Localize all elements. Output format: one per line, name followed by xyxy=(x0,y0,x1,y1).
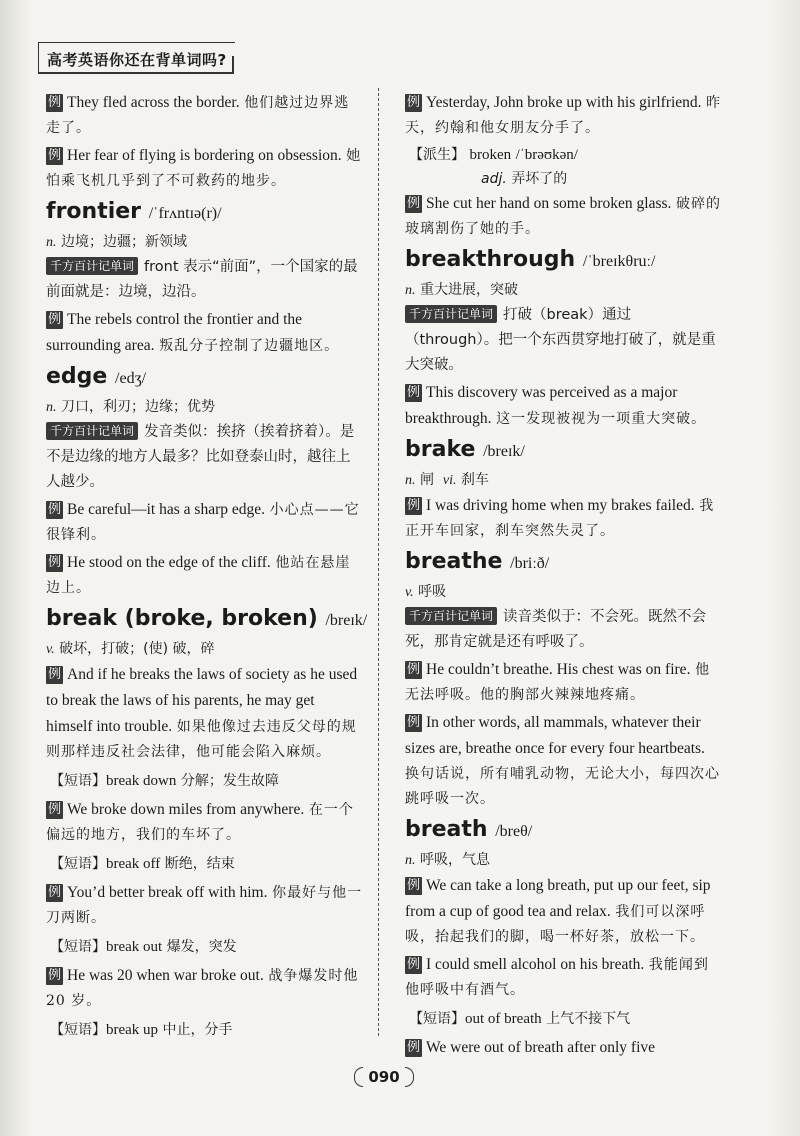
definition: v. 破坏，打破；(使) 破，碎 xyxy=(46,641,215,657)
memory-badge: 千方百计记单词 xyxy=(405,607,497,625)
example: 例 The rebels control the frontier and the surrounding area. 叛乱分子控制了边疆地区。 xyxy=(46,311,340,354)
headword-break: break (broke, broken) /breɪk/ xyxy=(46,606,368,631)
phrase: 【短语】break down 分解；发生故障 xyxy=(50,773,279,789)
page-number: 090 xyxy=(352,1064,416,1090)
left-column xyxy=(46,90,368,1046)
page-header xyxy=(38,42,235,73)
column-divider xyxy=(378,88,379,1036)
memory-tip: 千方百计记单词 front 表示“前面”，一个国家的最前面就是：边境，边沿。 xyxy=(46,259,358,300)
example-badge: 例 xyxy=(407,878,421,893)
phonetic: /breθ/ xyxy=(495,823,533,840)
definition: v. 呼吸 xyxy=(405,584,447,600)
phrase: 【短语】out of breath 上气不接下气 xyxy=(409,1011,631,1027)
header-title: 高考英语你还在背单词吗? xyxy=(47,51,227,69)
phrase: 【短语】break up 中止，分手 xyxy=(50,1022,233,1038)
memory-badge: 千方百计记单词 xyxy=(405,305,497,323)
example: 例 And if he breaks the laws of society as he used to break the laws of his parents, he may get himself into trouble. 如果他像过去违反父母的规则那样违反社会法律，他可能会陷入麻烦。 xyxy=(46,666,358,760)
phonetic: /breɪk/ xyxy=(325,612,368,629)
example-badge: 例 xyxy=(407,662,421,677)
phonetic: /ˈfrʌntɪə(r)/ xyxy=(148,205,222,222)
headword-breath: breath /breθ/ xyxy=(405,817,533,842)
phrase: 【短语】break off 断绝，结束 xyxy=(50,856,235,872)
header-tick xyxy=(232,56,234,73)
example-badge: 例 xyxy=(48,502,62,517)
example-badge: 例 xyxy=(407,957,421,972)
example-badge: 例 xyxy=(407,385,421,400)
example: 例 In other words, all mammals, whatever their sizes are, breathe once for every four heartbeats. 换句话说，所有哺乳动物，无论大小，每四次心跳呼吸一次。 xyxy=(405,714,720,807)
phonetic: /briːð/ xyxy=(510,555,550,572)
phonetic: /breɪk/ xyxy=(483,443,525,460)
example: 例 Yesterday, John broke up with his girlfriend. 昨天，约翰和他女朋友分手了。 xyxy=(405,94,722,136)
example-badge: 例 xyxy=(407,498,421,513)
example: 例 We can take a long breath, put up our feet, sip from a cup of good tea and relax. 我们可以深呼吸，抬起我们的脚，喝一杯好茶，放松一下。 xyxy=(405,877,711,945)
memory-badge: 千方百计记单词 xyxy=(46,257,138,275)
definition: n. 重大进展，突破 xyxy=(405,282,518,298)
header-underline xyxy=(38,72,234,74)
memory-tip: 千方百计记单词 读音类似于：不会死。既然不会死，那肯定就是还有呼吸了。 xyxy=(405,609,707,650)
derivative: 【派生】 broken /ˈbrəʊkən/ adj. 弄坏了的 xyxy=(409,147,578,187)
example-badge: 例 xyxy=(407,715,421,730)
example: 例 He was 20 when war broke out. 战争爆发时他 20 岁。 xyxy=(46,967,359,1009)
example-badge: 例 xyxy=(48,95,62,110)
example-badge: 例 xyxy=(48,968,62,983)
phrase: 【短语】break out 爆发，突发 xyxy=(50,939,237,955)
example: 例 He stood on the edge of the cliff. 他站在悬崖边上。 xyxy=(46,554,351,596)
example-badge: 例 xyxy=(48,555,62,570)
example: 例 They fled across the border. 他们越过边界逃走了。 xyxy=(46,94,350,136)
example: 例 Be careful—it has a sharp edge. 小心点——它很锋利。 xyxy=(46,501,360,543)
example-badge: 例 xyxy=(48,312,62,327)
example: 例 We were out of breath after only five xyxy=(407,1039,656,1056)
headword-brake: brake /breɪk/ xyxy=(405,437,525,462)
definition: n. 刀口，利刃；边缘；优势 xyxy=(46,399,215,415)
example-badge: 例 xyxy=(407,95,421,110)
headword-breakthrough: breakthrough /ˈbreɪkθruː/ xyxy=(405,247,656,272)
definition: n. 边境；边疆；新领域 xyxy=(46,234,187,250)
definition: n. 呼吸，气息 xyxy=(405,852,490,868)
memory-badge: 千方百计记单词 xyxy=(46,422,138,440)
memory-tip: 千方百计记单词 打破（break）通过（through）。把一个东西贯穿地打破了，就是重大突破。 xyxy=(405,307,716,373)
example: 例 He couldn’t breathe. His chest was on fire. 他无法呼吸。他的胸部火辣辣地疼痛。 xyxy=(405,661,711,703)
example: 例 I could smell alcohol on his breath. 我能闻到他呼吸中有酒气。 xyxy=(405,956,709,998)
example-badge: 例 xyxy=(407,1040,421,1055)
headword-edge: edge /edʒ/ xyxy=(46,364,147,389)
example-badge: 例 xyxy=(48,148,62,163)
phonetic: /ˈbreɪkθruː/ xyxy=(582,253,656,270)
example-badge: 例 xyxy=(407,196,421,211)
example: 例 I was driving home when my brakes failed. 我正开车回家，刹车突然失灵了。 xyxy=(405,497,715,539)
example: 例 She cut her hand on some broken glass. 破碎的玻璃割伤了她的手。 xyxy=(405,195,721,237)
example-badge: 例 xyxy=(48,885,62,900)
example-badge: 例 xyxy=(48,802,62,817)
right-column xyxy=(405,90,723,1063)
example-badge: 例 xyxy=(48,667,62,682)
memory-tip: 千方百计记单词 发音类似：挨挤（挨着挤着）。是不是边缘的地方人最多？比如登泰山时，越往上人越少。 xyxy=(46,424,355,490)
headword-breathe: breathe /briːð/ xyxy=(405,549,550,574)
example: 例 We broke down miles from anywhere. 在一个偏远的地方，我们的车坏了。 xyxy=(46,801,354,843)
phonetic: /edʒ/ xyxy=(115,370,147,387)
example: 例 Her fear of flying is bordering on obsession. 她怕乘飞机几乎到了不可救药的地步。 xyxy=(46,147,362,189)
example: 例 This discovery was perceived as a major breakthrough. 这一发现被视为一项重大突破。 xyxy=(405,384,707,427)
headword-frontier: frontier /ˈfrʌntɪə(r)/ xyxy=(46,199,222,224)
definition: n. 闸 vi. 刹车 xyxy=(405,472,489,488)
example: 例 You’d better break off with him. 你最好与他一刀两断。 xyxy=(46,884,363,926)
